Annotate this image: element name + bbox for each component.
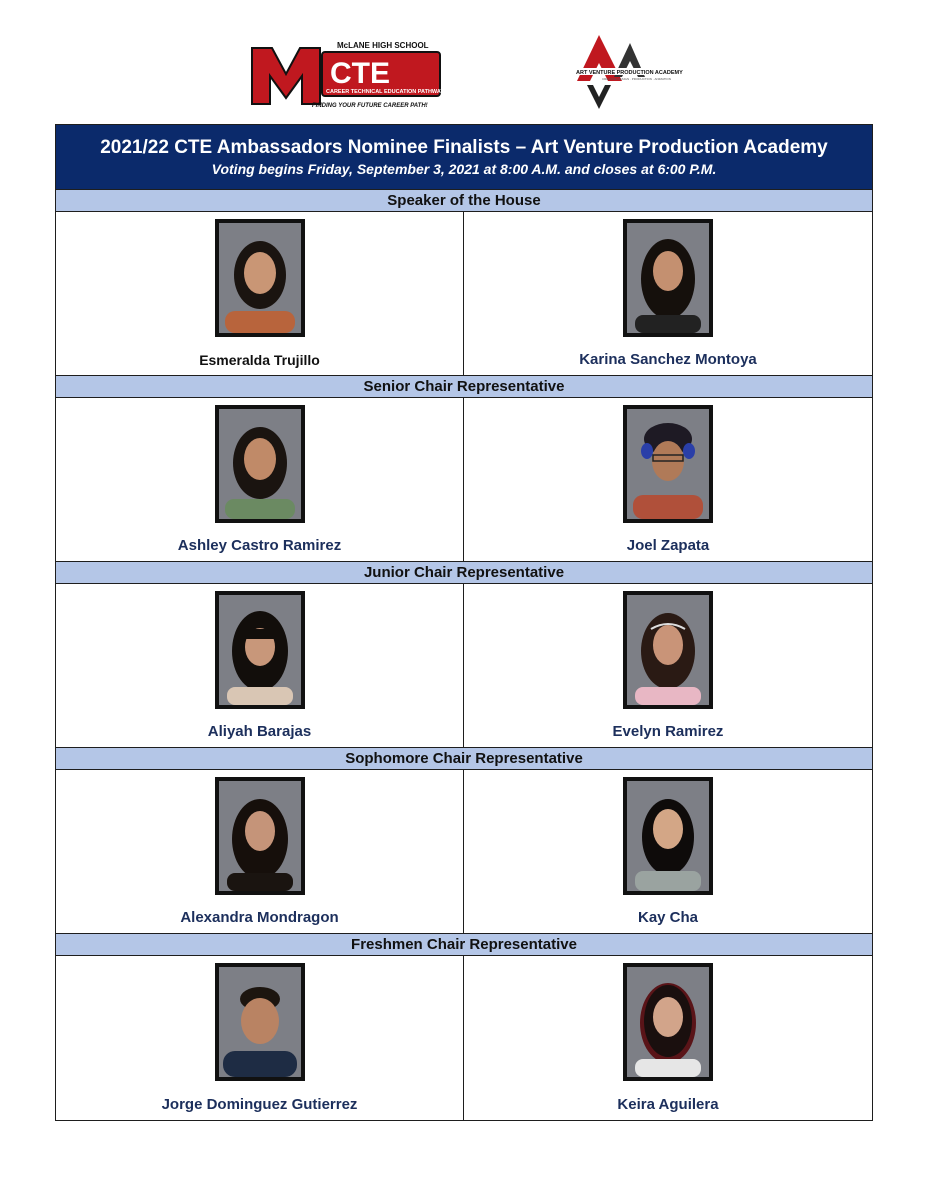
nominee-card <box>464 584 872 747</box>
nominee-row <box>56 956 872 1120</box>
section-title: Freshmen Chair Representative <box>56 934 872 956</box>
nominee-name: Esmeralda Trujillo <box>199 352 320 368</box>
nominee-photo <box>623 405 713 523</box>
nominee-card <box>464 398 872 561</box>
nominee-photo <box>215 963 305 1081</box>
nominee-card <box>56 584 464 747</box>
nominee-name: Kay Cha <box>637 909 699 926</box>
nominee-card <box>464 956 872 1120</box>
nominee-card <box>56 212 464 375</box>
nominee-photo <box>215 405 305 523</box>
nominee-photo <box>623 219 713 337</box>
nominee-table <box>55 124 873 1121</box>
nominee-row <box>56 584 872 748</box>
nominee-photo <box>623 963 713 1081</box>
table-header <box>56 125 872 190</box>
nominee-card <box>56 956 464 1120</box>
section-title: Sophomore Chair Representative <box>56 748 872 770</box>
section-title: Senior Chair Representative <box>56 376 872 398</box>
nominee-name: Jorge Dominguez Gutierrez <box>161 1096 358 1113</box>
nominee-photo <box>215 219 305 337</box>
nominee-row <box>56 770 872 934</box>
cte-logo-line2: FINDING YOUR FUTURE CAREER PATH! <box>312 103 428 109</box>
nominee-name: Keira Aguilera <box>617 1096 719 1113</box>
voting-dates: Voting begins Friday, September 3, 2021 at 8:00 A.M. and closes at 6:00 P.M. <box>211 161 717 177</box>
nominee-card <box>464 212 872 375</box>
nominee-name: Alexandra Mondragon <box>180 909 339 926</box>
art-venture-logo <box>572 35 683 110</box>
nominee-photo <box>215 777 305 895</box>
nominee-name: Ashley Castro Ramirez <box>177 537 342 554</box>
nominee-row <box>56 398 872 562</box>
nominee-photo <box>623 591 713 709</box>
section-title: Junior Chair Representative <box>56 562 872 584</box>
nominee-name: Joel Zapata <box>626 537 710 554</box>
nominee-photo <box>623 777 713 895</box>
nominee-name: Karina Sanchez Montoya <box>579 351 757 368</box>
nominee-row <box>56 212 872 376</box>
nominee-card <box>56 770 464 933</box>
section-title: Speaker of the House <box>56 190 872 212</box>
nominee-card <box>464 770 872 933</box>
nominee-card <box>56 398 464 561</box>
art-logo-tagline: CREATIVE DESIGN · PRODUCTION · ANIMATION <box>602 77 671 81</box>
cte-logo-line1: CAREER TECHNICAL EDUCATION PATHWAYS <box>326 89 448 95</box>
cte-logo-school: McLANE HIGH SCHOOL <box>337 41 429 50</box>
art-logo-name: ART VENTURE PRODUCTION ACADEMY <box>576 70 683 76</box>
mclane-cte-logo <box>250 40 448 110</box>
nominee-photo <box>215 591 305 709</box>
nominee-name: Aliyah Barajas <box>207 723 312 740</box>
nominee-name: Evelyn Ramirez <box>612 723 724 740</box>
page-title: 2021/22 CTE Ambassadors Nominee Finalists – Art Venture Production Academy <box>100 137 828 158</box>
cte-logo-main: CTE <box>330 57 390 90</box>
